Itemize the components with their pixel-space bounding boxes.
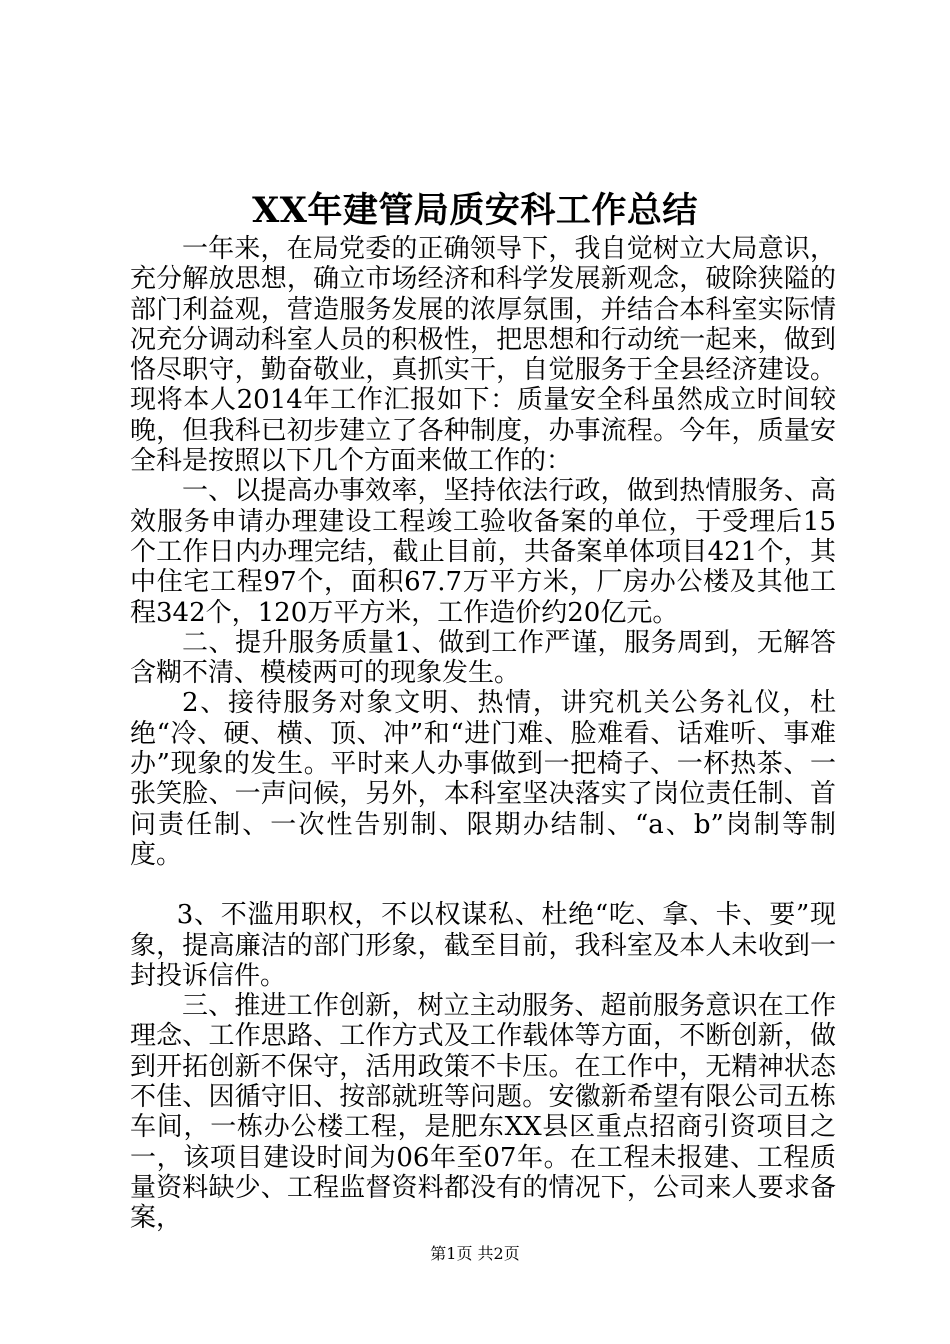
- paragraph-intro: 一年来，在局党委的正确领导下，我自觉树立大局意识，充分解放思想，确立市场经济和科学发展新观念，破除狭隘的部门利益观，营造服务发展的浓厚氛围，并结合本科室实际情况充分调动科室人员的积极性，把思想和行动统一起来，做到恪尽职守，勤奋敬业，真抓实干，自觉服务于全县经济建设。现将本人2014年工作汇报如下：质量安全科虽然成立时间较晚，但我科已初步建立了各种制度，办事流程。今年，质量安全科是按照以下几个方面来做工作的：: [130, 234, 836, 477]
- paragraph-section-2-item-3: 3、不滥用职权，不以权谋私、杜绝“吃、拿、卡、要”现象，提高廉洁的部门形象，截至目前，我科室及本人未收到一封投诉信件。: [130, 900, 836, 991]
- paragraph-section-3: 三、推进工作创新，树立主动服务、超前服务意识在工作理念、工作思路、工作方式及工作载体等方面，不断创新，做到开拓创新不保守，活用政策不卡压。在工作中，无精神状态不佳、因循守旧、按部就班等问题。安徽新希望有限公司五栋车间，一栋办公楼工程，是肥东XX县区重点招商引资项目之一，该项目建设时间为06年至07年。在工程未报建、工程质量资料缺少、工程监督资料都没有的情况下，公司来人要求备案，: [130, 991, 836, 1234]
- document-title: XX年建管局质安科工作总结: [252, 190, 698, 231]
- paragraph-section-2-item-2: 2、接待服务对象文明、热情，讲究机关公务礼仪，杜绝“冷、硬、横、顶、冲”和“进门难、脸难看、话难听、事难办”现象的发生。平时来人办事做到一把椅子、一杯热茶、一张笑脸、一声问候，另外，本科室坚决落实了岗位责任制、首问责任制、一次性告别制、限期办结制、“a、b”岗制等制度。: [130, 688, 836, 870]
- page-number-footer: 第1页 共2页: [430, 1244, 520, 1263]
- paragraph-section-1: 一、以提高办事效率，坚持依法行政，做到热情服务、高效服务申请办理建设工程竣工验收备案的单位，于受理后15个工作日内办理完结，截止目前，共备案单体项目421个，其中住宅工程97个，面积67.7万平方米，厂房办公楼及其他工程342个，120万平方米，工作造价约20亿元。: [130, 476, 836, 628]
- document-body: [130, 234, 836, 1234]
- paragraph-section-2: 二、提升服务质量1、做到工作严谨，服务周到，无解答含糊不清、模棱两可的现象发生。: [130, 627, 836, 689]
